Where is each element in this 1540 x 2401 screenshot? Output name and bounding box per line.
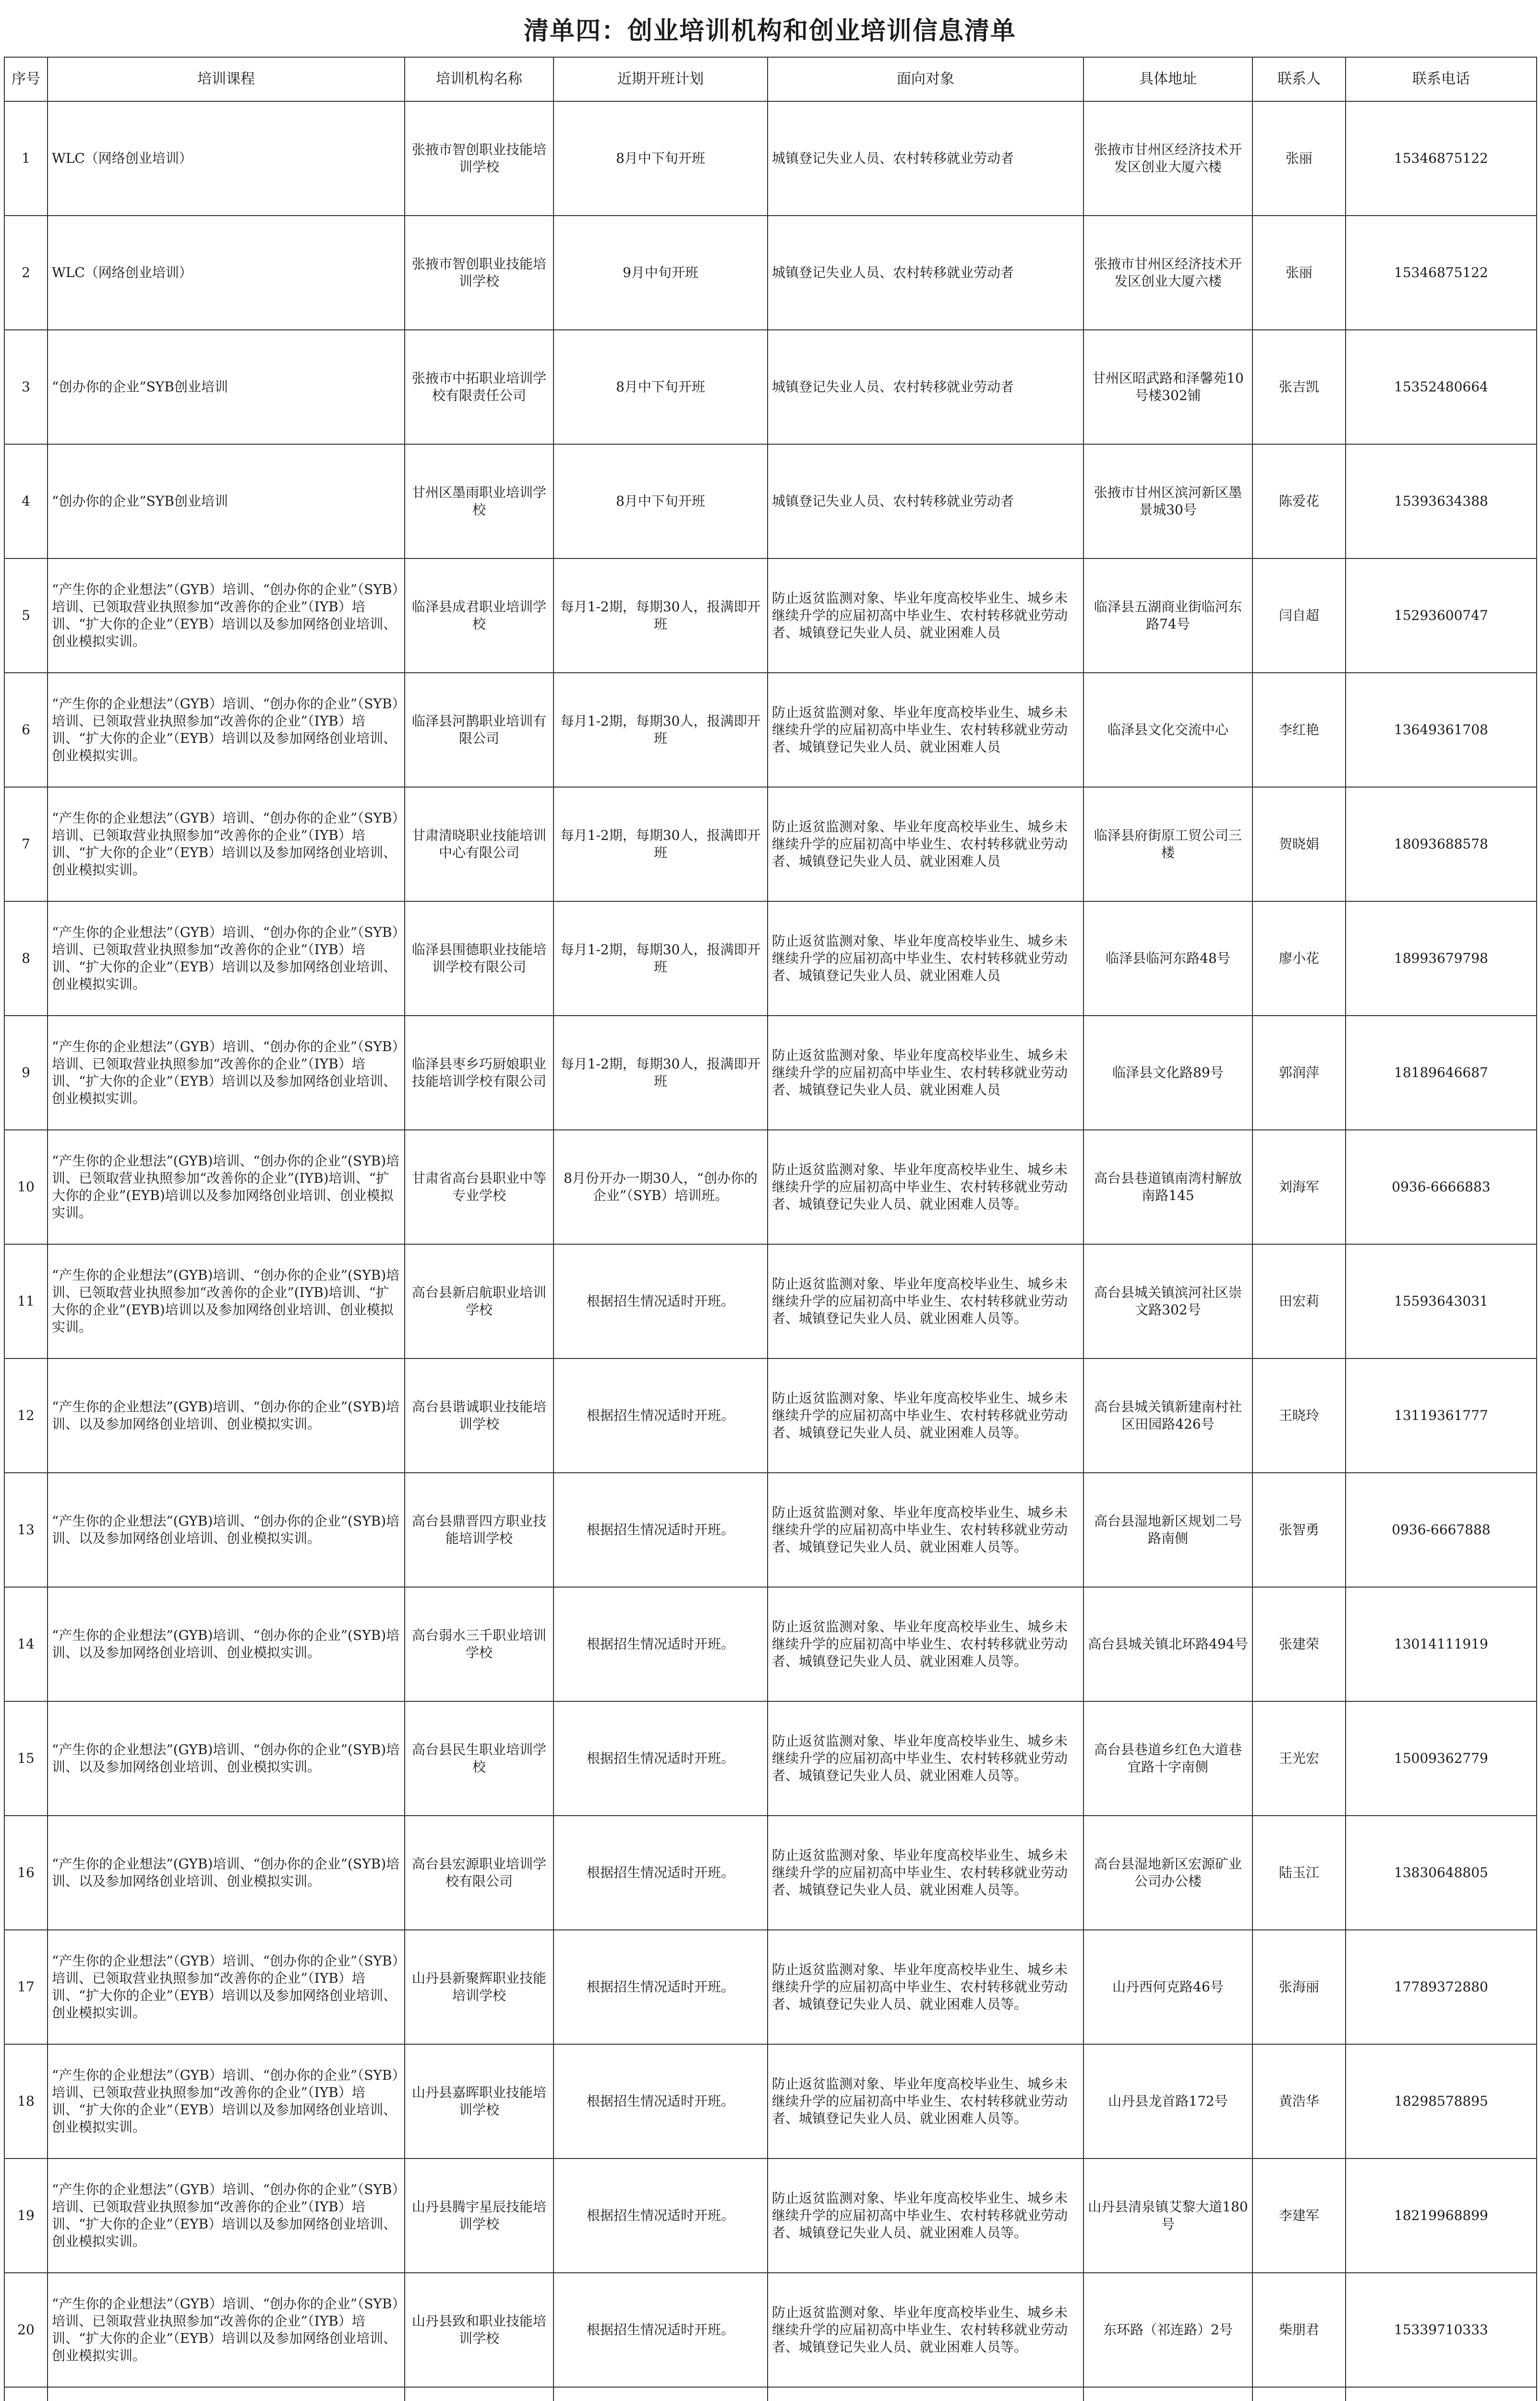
course-cell: “产生你的企业想法”(GYB)培训、“创办你的企业”(SYB)培训、以及参加网络创业培训、创业模拟实训。 bbox=[48, 1701, 405, 1816]
plan-cell: 8月中下旬开班 bbox=[553, 330, 768, 444]
contact-cell: 王光宏 bbox=[1252, 1701, 1346, 1816]
plan-cell: 根据招生情况适时开班。 bbox=[553, 1816, 768, 1930]
phone-cell: 18189646687 bbox=[1346, 1016, 1537, 1130]
phone-cell: 15352480664 bbox=[1346, 330, 1537, 444]
phone-cell: 15393634388 bbox=[1346, 444, 1537, 558]
plan-cell: 每月1-2期，每期30人，报满即开班 bbox=[553, 558, 768, 673]
row-number: 10 bbox=[4, 1130, 48, 1244]
plan-cell: 每月1-2期，每期30人，报满即开班 bbox=[553, 787, 768, 901]
table-row bbox=[4, 1930, 1537, 2044]
org-cell: 山丹县腾宇星辰技能培训学校 bbox=[405, 2158, 553, 2273]
contact-cell: 张丽 bbox=[1252, 216, 1346, 330]
row-number: 8 bbox=[4, 901, 48, 1016]
address-cell: 张掖市甘州区经济技术开发区创业大厦六楼 bbox=[1083, 216, 1252, 330]
contact-cell: 王晓玲 bbox=[1252, 1358, 1346, 1473]
phone-cell: 15346875122 bbox=[1346, 216, 1537, 330]
table-row bbox=[4, 1244, 1537, 1358]
address-cell bbox=[1083, 2387, 1252, 2401]
header-org: 培训机构名称 bbox=[405, 57, 553, 101]
row-number: 7 bbox=[4, 787, 48, 901]
org-cell: 甘州区墨雨职业培训学校 bbox=[405, 444, 553, 558]
course-cell: “产生你的企业想法”(GYB)培训、“创办你的企业”(SYB)培训、以及参加网络创业培训、创业模拟实训。 bbox=[48, 1816, 405, 1930]
phone-cell: 18993679798 bbox=[1346, 901, 1537, 1016]
org-cell: 张掖市智创职业技能培训学校 bbox=[405, 216, 553, 330]
contact-cell: 贺晓娟 bbox=[1252, 787, 1346, 901]
course-cell: “产生你的企业想法”（GYB）培训、“创办你的企业”（SYB）培训、已领取营业执照参加“改善你的企业”（IYB）培训、“扩大你的企业”（EYB）培训以及参加网络创业培训、创业模拟实训。 bbox=[48, 1930, 405, 2044]
table-row bbox=[4, 1587, 1537, 1701]
org-cell: 甘肃省高台县职业中等专业学校 bbox=[405, 1130, 553, 1244]
course-cell: “产生你的企业想法”（GYB）培训、“创办你的企业”（SYB）培训、已领取营业执照参加“改善你的企业”（IYB）培训、“扩大你的企业”（EYB）培训以及参加网络创业培训、创业模拟实训。 bbox=[48, 1016, 405, 1130]
course-cell: WLC（网络创业培训） bbox=[48, 101, 405, 216]
training-info-table bbox=[4, 57, 1537, 2401]
plan-cell: 每月1-2期，每期30人，报满即开班 bbox=[553, 673, 768, 787]
address-cell: 山丹西何克路46号 bbox=[1083, 1930, 1252, 2044]
phone-cell: 13014111919 bbox=[1346, 1587, 1537, 1701]
page-title: 清单四：创业培训机构和创业培训信息清单 bbox=[523, 16, 1016, 46]
phone-cell: 0936-6666883 bbox=[1346, 1130, 1537, 1244]
contact-cell: 陆玉江 bbox=[1252, 1816, 1346, 1930]
row-number: 15 bbox=[4, 1701, 48, 1816]
target-cell: 防止返贫监测对象、毕业年度高校毕业生、城乡未继续升学的应届初高中毕业生、农村转移就业劳动者、城镇登记失业人员、就业困难人员等。 bbox=[768, 1587, 1083, 1701]
header-target: 面向对象 bbox=[768, 57, 1083, 101]
target-cell: 防止返贫监测对象、毕业年度高校毕业生、城乡未继续升学的应届初高中毕业生、农村转移就业劳动者、城镇登记失业人员、就业困难人员 bbox=[768, 901, 1083, 1016]
plan-cell: 根据招生情况适时开班。 bbox=[553, 1473, 768, 1587]
row-number: 11 bbox=[4, 1244, 48, 1358]
contact-cell: 闫自超 bbox=[1252, 558, 1346, 673]
contact-cell: 陈爱花 bbox=[1252, 444, 1346, 558]
target-cell: 城镇登记失业人员、农村转移就业劳动者 bbox=[768, 101, 1083, 216]
table-row bbox=[4, 1358, 1537, 1473]
phone-cell: 15346875122 bbox=[1346, 101, 1537, 216]
row-number: 6 bbox=[4, 673, 48, 787]
table-row bbox=[4, 1016, 1537, 1130]
table-row bbox=[4, 330, 1537, 444]
plan-cell bbox=[553, 2387, 768, 2401]
row-number: 18 bbox=[4, 2044, 48, 2158]
org-cell: 高台县鼎晋四方职业技能培训学校 bbox=[405, 1473, 553, 1587]
org-cell: 临泽县围德职业技能培训学校有限公司 bbox=[405, 901, 553, 1016]
row-number: 19 bbox=[4, 2158, 48, 2273]
org-cell: 临泽县成君职业培训学校 bbox=[405, 558, 553, 673]
target-cell: 防止返贫监测对象、毕业年度高校毕业生、城乡未继续升学的应届初高中毕业生、农村转移就业劳动者、城镇登记失业人员、就业困难人员 bbox=[768, 673, 1083, 787]
row-number: 14 bbox=[4, 1587, 48, 1701]
org-cell: 张掖市中拓职业培训学校有限责任公司 bbox=[405, 330, 553, 444]
row-number: 5 bbox=[4, 558, 48, 673]
plan-cell: 根据招生情况适时开班。 bbox=[553, 2158, 768, 2273]
org-cell: 高台弱水三千职业培训学校 bbox=[405, 1587, 553, 1701]
header-address: 具体地址 bbox=[1083, 57, 1252, 101]
phone-cell: 17789372880 bbox=[1346, 1930, 1537, 2044]
target-cell: 防止返贫监测对象、毕业年度高校毕业生、城乡未继续升学的应届初高中毕业生、农村转移就业劳动者、城镇登记失业人员、就业困难人员等。 bbox=[768, 1473, 1083, 1587]
address-cell: 高台县城关镇滨河社区崇文路302号 bbox=[1083, 1244, 1252, 1358]
course-cell: “产生你的企业想法”(GYB)培训、“创办你的企业”(SYB)培训、已领取营业执照参加“改善你的企业”(IYB)培训、“扩大你的企业”(EYB)培训以及参加网络创业培训、创业模拟实训。 bbox=[48, 1244, 405, 1358]
target-cell: 城镇登记失业人员、农村转移就业劳动者 bbox=[768, 330, 1083, 444]
plan-cell: 8月中下旬开班 bbox=[553, 444, 768, 558]
course-cell: “产生你的企业想法”(GYB)培训、“创办你的企业”(SYB)培训、以及参加网络创业培训、创业模拟实训。 bbox=[48, 1358, 405, 1473]
target-cell: 防止返贫监测对象、毕业年度高校毕业生、城乡未继续升学的应届初高中毕业生、农村转移就业劳动者、城镇登记失业人员、就业困难人员等。 bbox=[768, 2158, 1083, 2273]
row-number: 1 bbox=[4, 101, 48, 216]
header-phone: 联系电话 bbox=[1346, 57, 1537, 101]
address-cell: 高台县巷道乡红色大道巷宜路十字南侧 bbox=[1083, 1701, 1252, 1816]
table-row bbox=[4, 1816, 1537, 1930]
contact-cell: 张吉凯 bbox=[1252, 330, 1346, 444]
contact-cell: 李红艳 bbox=[1252, 673, 1346, 787]
course-cell bbox=[48, 2387, 405, 2401]
row-number: 16 bbox=[4, 1816, 48, 1930]
contact-cell: 张丽 bbox=[1252, 101, 1346, 216]
table-row bbox=[4, 2273, 1537, 2387]
table-row bbox=[4, 1130, 1537, 1244]
plan-cell: 根据招生情况适时开班。 bbox=[553, 1930, 768, 2044]
phone-cell: 18219968899 bbox=[1346, 2158, 1537, 2273]
table-row bbox=[4, 101, 1537, 216]
table-row bbox=[4, 787, 1537, 901]
course-cell: “创办你的企业”SYB创业培训 bbox=[48, 444, 405, 558]
target-cell bbox=[768, 2387, 1083, 2401]
course-cell: “产生你的企业想法”（GYB）培训、“创办你的企业”（SYB）培训、已领取营业执照参加“改善你的企业”（IYB）培训、“扩大你的企业”（EYB）培训以及参加网络创业培训、创业模拟实训。 bbox=[48, 673, 405, 787]
contact-cell: 刘海军 bbox=[1252, 1130, 1346, 1244]
contact-cell: 黄浩华 bbox=[1252, 2044, 1346, 2158]
contact-cell: 张智勇 bbox=[1252, 1473, 1346, 1587]
target-cell: 防止返贫监测对象、毕业年度高校毕业生、城乡未继续升学的应届初高中毕业生、农村转移就业劳动者、城镇登记失业人员、就业困难人员等。 bbox=[768, 1701, 1083, 1816]
row-number: 17 bbox=[4, 1930, 48, 2044]
address-cell: 临泽县文化交流中心 bbox=[1083, 673, 1252, 787]
target-cell: 城镇登记失业人员、农村转移就业劳动者 bbox=[768, 216, 1083, 330]
course-cell: “产生你的企业想法”（GYB）培训、“创办你的企业”（SYB）培训、已领取营业执照参加“改善你的企业”（IYB）培训、“扩大你的企业”（EYB）培训以及参加网络创业培训、创业模拟实训。 bbox=[48, 901, 405, 1016]
org-cell: 临泽县河鹊职业培训有限公司 bbox=[405, 673, 553, 787]
org-cell: 高台县谐诚职业技能培训学校 bbox=[405, 1358, 553, 1473]
contact-cell: 田宏莉 bbox=[1252, 1244, 1346, 1358]
plan-cell: 9月中旬开班 bbox=[553, 216, 768, 330]
org-cell: 高台县宏源职业培训学校有限公司 bbox=[405, 1816, 553, 1930]
target-cell: 防止返贫监测对象、毕业年度高校毕业生、城乡未继续升学的应届初高中毕业生、农村转移就业劳动者、城镇登记失业人员、就业困难人员 bbox=[768, 558, 1083, 673]
row-number: 12 bbox=[4, 1358, 48, 1473]
course-cell: “产生你的企业想法”（GYB）培训、“创办你的企业”（SYB）培训、已领取营业执照参加“改善你的企业”（IYB）培训、“扩大你的企业”（EYB）培训以及参加网络创业培训、创业模拟实训。 bbox=[48, 2158, 405, 2273]
table-row bbox=[4, 901, 1537, 1016]
plan-cell: 8月中下旬开班 bbox=[553, 101, 768, 216]
address-cell: 山丹县清泉镇艾黎大道180号 bbox=[1083, 2158, 1252, 2273]
phone-cell bbox=[1346, 2387, 1537, 2401]
row-number: 2 bbox=[4, 216, 48, 330]
contact-cell: 郭润萍 bbox=[1252, 1016, 1346, 1130]
org-cell: 山丹县致和职业技能培训学校 bbox=[405, 2273, 553, 2387]
plan-cell: 每月1-2期，每期30人，报满即开班 bbox=[553, 901, 768, 1016]
org-cell: 高台县新启航职业培训学校 bbox=[405, 1244, 553, 1358]
org-cell: 高台县民生职业培训学校 bbox=[405, 1701, 553, 1816]
plan-cell: 根据招生情况适时开班。 bbox=[553, 1358, 768, 1473]
target-cell: 防止返贫监测对象、毕业年度高校毕业生、城乡未继续升学的应届初高中毕业生、农村转移就业劳动者、城镇登记失业人员、就业困难人员 bbox=[768, 787, 1083, 901]
address-cell: 临泽县临河东路48号 bbox=[1083, 901, 1252, 1016]
table-body bbox=[4, 101, 1537, 2401]
phone-cell: 15593643031 bbox=[1346, 1244, 1537, 1358]
table-row bbox=[4, 558, 1537, 673]
row-number: 4 bbox=[4, 444, 48, 558]
header-contact: 联系人 bbox=[1252, 57, 1346, 101]
contact-cell: 张海丽 bbox=[1252, 1930, 1346, 2044]
address-cell: 山丹县龙首路172号 bbox=[1083, 2044, 1252, 2158]
table-row bbox=[4, 2158, 1537, 2273]
plan-cell: 根据招生情况适时开班。 bbox=[553, 1244, 768, 1358]
address-cell: 高台县城关镇新建南村社区田园路426号 bbox=[1083, 1358, 1252, 1473]
course-cell: “产生你的企业想法”（GYB）培训、“创办你的企业”（SYB）培训、已领取营业执照参加“改善你的企业”（IYB）培训、“扩大你的企业”（EYB）培训以及参加网络创业培训、创业模拟实训。 bbox=[48, 787, 405, 901]
plan-cell: 根据招生情况适时开班。 bbox=[553, 2044, 768, 2158]
target-cell: 防止返贫监测对象、毕业年度高校毕业生、城乡未继续升学的应届初高中毕业生、农村转移就业劳动者、城镇登记失业人员、就业困难人员等。 bbox=[768, 2044, 1083, 2158]
address-cell: 临泽县五湖商业街临河东路74号 bbox=[1083, 558, 1252, 673]
phone-cell: 18093688578 bbox=[1346, 787, 1537, 901]
phone-cell: 0936-6667888 bbox=[1346, 1473, 1537, 1587]
row-number: 3 bbox=[4, 330, 48, 444]
org-cell: 山丹县新聚辉职业技能培训学校 bbox=[405, 1930, 553, 2044]
row-number: 20 bbox=[4, 2273, 48, 2387]
target-cell: 城镇登记失业人员、农村转移就业劳动者 bbox=[768, 444, 1083, 558]
header-plan: 近期开班计划 bbox=[553, 57, 768, 101]
address-cell: 临泽县府街原工贸公司三楼 bbox=[1083, 787, 1252, 901]
plan-cell: 8月份开办一期30人，“创办你的企业”（SYB）培训班。 bbox=[553, 1130, 768, 1244]
org-cell bbox=[405, 2387, 553, 2401]
phone-cell: 15009362779 bbox=[1346, 1701, 1537, 1816]
plan-cell: 根据招生情况适时开班。 bbox=[553, 1587, 768, 1701]
phone-cell: 15339710333 bbox=[1346, 2273, 1537, 2387]
phone-cell: 18298578895 bbox=[1346, 2044, 1537, 2158]
course-cell: “产生你的企业想法”（GYB）培训、“创办你的企业”（SYB）培训、已领取营业执照参加“改善你的企业”（IYB）培训、“扩大你的企业”（EYB）培训以及参加网络创业培训、创业模拟实训。 bbox=[48, 2273, 405, 2387]
table-row bbox=[4, 2387, 1537, 2401]
address-cell: 张掖市甘州区滨河新区墨景城30号 bbox=[1083, 444, 1252, 558]
course-cell: “产生你的企业想法”(GYB)培训、“创办你的企业”(SYB)培训、已领取营业执照参加“改善你的企业”(IYB)培训、“扩大你的企业”(EYB)培训以及参加网络创业培训、创业模拟实训。 bbox=[48, 1130, 405, 1244]
row-number bbox=[4, 2387, 48, 2401]
plan-cell: 根据招生情况适时开班。 bbox=[553, 2273, 768, 2387]
table-row bbox=[4, 1701, 1537, 1816]
address-cell: 张掖市甘州区经济技术开发区创业大厦六楼 bbox=[1083, 101, 1252, 216]
phone-cell: 15293600747 bbox=[1346, 558, 1537, 673]
phone-cell: 13830648805 bbox=[1346, 1816, 1537, 1930]
plan-cell: 每月1-2期，每期30人，报满即开班 bbox=[553, 1016, 768, 1130]
phone-cell: 13119361777 bbox=[1346, 1358, 1537, 1473]
target-cell: 防止返贫监测对象、毕业年度高校毕业生、城乡未继续升学的应届初高中毕业生、农村转移就业劳动者、城镇登记失业人员、就业困难人员等。 bbox=[768, 1816, 1083, 1930]
org-cell: 临泽县枣乡巧厨娘职业技能培训学校有限公司 bbox=[405, 1016, 553, 1130]
target-cell: 防止返贫监测对象、毕业年度高校毕业生、城乡未继续升学的应届初高中毕业生、农村转移就业劳动者、城镇登记失业人员、就业困难人员 bbox=[768, 1016, 1083, 1130]
contact-cell: 廖小花 bbox=[1252, 901, 1346, 1016]
plan-cell: 根据招生情况适时开班。 bbox=[553, 1701, 768, 1816]
target-cell: 防止返贫监测对象、毕业年度高校毕业生、城乡未继续升学的应届初高中毕业生、农村转移就业劳动者、城镇登记失业人员、就业困难人员等。 bbox=[768, 1244, 1083, 1358]
course-cell: “创办你的企业”SYB创业培训 bbox=[48, 330, 405, 444]
table-row bbox=[4, 2044, 1537, 2158]
course-cell: “产生你的企业想法”(GYB)培训、“创办你的企业”(SYB)培训、以及参加网络创业培训、创业模拟实训。 bbox=[48, 1473, 405, 1587]
header-course: 培训课程 bbox=[48, 57, 405, 101]
table-row bbox=[4, 673, 1537, 787]
row-number: 13 bbox=[4, 1473, 48, 1587]
course-cell: “产生你的企业想法”（GYB）培训、“创办你的企业”（SYB）培训、已领取营业执照参加“改善你的企业”（IYB）培训、“扩大你的企业”（EYB）培训以及参加网络创业培训、创业模拟实训。 bbox=[48, 2044, 405, 2158]
table-row bbox=[4, 444, 1537, 558]
target-cell: 防止返贫监测对象、毕业年度高校毕业生、城乡未继续升学的应届初高中毕业生、农村转移就业劳动者、城镇登记失业人员、就业困难人员等。 bbox=[768, 2273, 1083, 2387]
target-cell: 防止返贫监测对象、毕业年度高校毕业生、城乡未继续升学的应届初高中毕业生、农村转移就业劳动者、城镇登记失业人员、就业困难人员等。 bbox=[768, 1358, 1083, 1473]
header-no: 序号 bbox=[4, 57, 48, 101]
phone-cell: 13649361708 bbox=[1346, 673, 1537, 787]
org-cell: 山丹县嘉晖职业技能培训学校 bbox=[405, 2044, 553, 2158]
address-cell: 高台县城关镇北环路494号 bbox=[1083, 1587, 1252, 1701]
contact-cell: 张建荣 bbox=[1252, 1587, 1346, 1701]
address-cell: 高台县湿地新区宏源矿业公司办公楼 bbox=[1083, 1816, 1252, 1930]
target-cell: 防止返贫监测对象、毕业年度高校毕业生、城乡未继续升学的应届初高中毕业生、农村转移就业劳动者、城镇登记失业人员、就业困难人员等。 bbox=[768, 1930, 1083, 2044]
address-cell: 高台县巷道镇南湾村解放南路145 bbox=[1083, 1130, 1252, 1244]
target-cell: 防止返贫监测对象、毕业年度高校毕业生、城乡未继续升学的应届初高中毕业生、农村转移就业劳动者、城镇登记失业人员、就业困难人员等。 bbox=[768, 1130, 1083, 1244]
course-cell: “产生你的企业想法”（GYB）培训、“创办你的企业”（SYB）培训、已领取营业执照参加“改善你的企业”（IYB）培训、“扩大你的企业”（EYB）培训以及参加网络创业培训、创业模拟实训。 bbox=[48, 558, 405, 673]
address-cell: 高台县湿地新区规划二号路南侧 bbox=[1083, 1473, 1252, 1587]
org-cell: 张掖市智创职业技能培训学校 bbox=[405, 101, 553, 216]
table-row bbox=[4, 1473, 1537, 1587]
course-cell: WLC（网络创业培训） bbox=[48, 216, 405, 330]
table-row bbox=[4, 216, 1537, 330]
address-cell: 东环路（祁连路）2号 bbox=[1083, 2273, 1252, 2387]
contact-cell: 柴朋君 bbox=[1252, 2273, 1346, 2387]
org-cell: 甘肃清晓职业技能培训中心有限公司 bbox=[405, 787, 553, 901]
table-header-row bbox=[4, 57, 1537, 101]
contact-cell: 李建军 bbox=[1252, 2158, 1346, 2273]
course-cell: “产生你的企业想法”(GYB)培训、“创办你的企业”(SYB)培训、以及参加网络创业培训、创业模拟实训。 bbox=[48, 1587, 405, 1701]
contact-cell bbox=[1252, 2387, 1346, 2401]
row-number: 9 bbox=[4, 1016, 48, 1130]
address-cell: 甘州区昭武路和泽馨苑10号楼302铺 bbox=[1083, 330, 1252, 444]
address-cell: 临泽县文化路89号 bbox=[1083, 1016, 1252, 1130]
